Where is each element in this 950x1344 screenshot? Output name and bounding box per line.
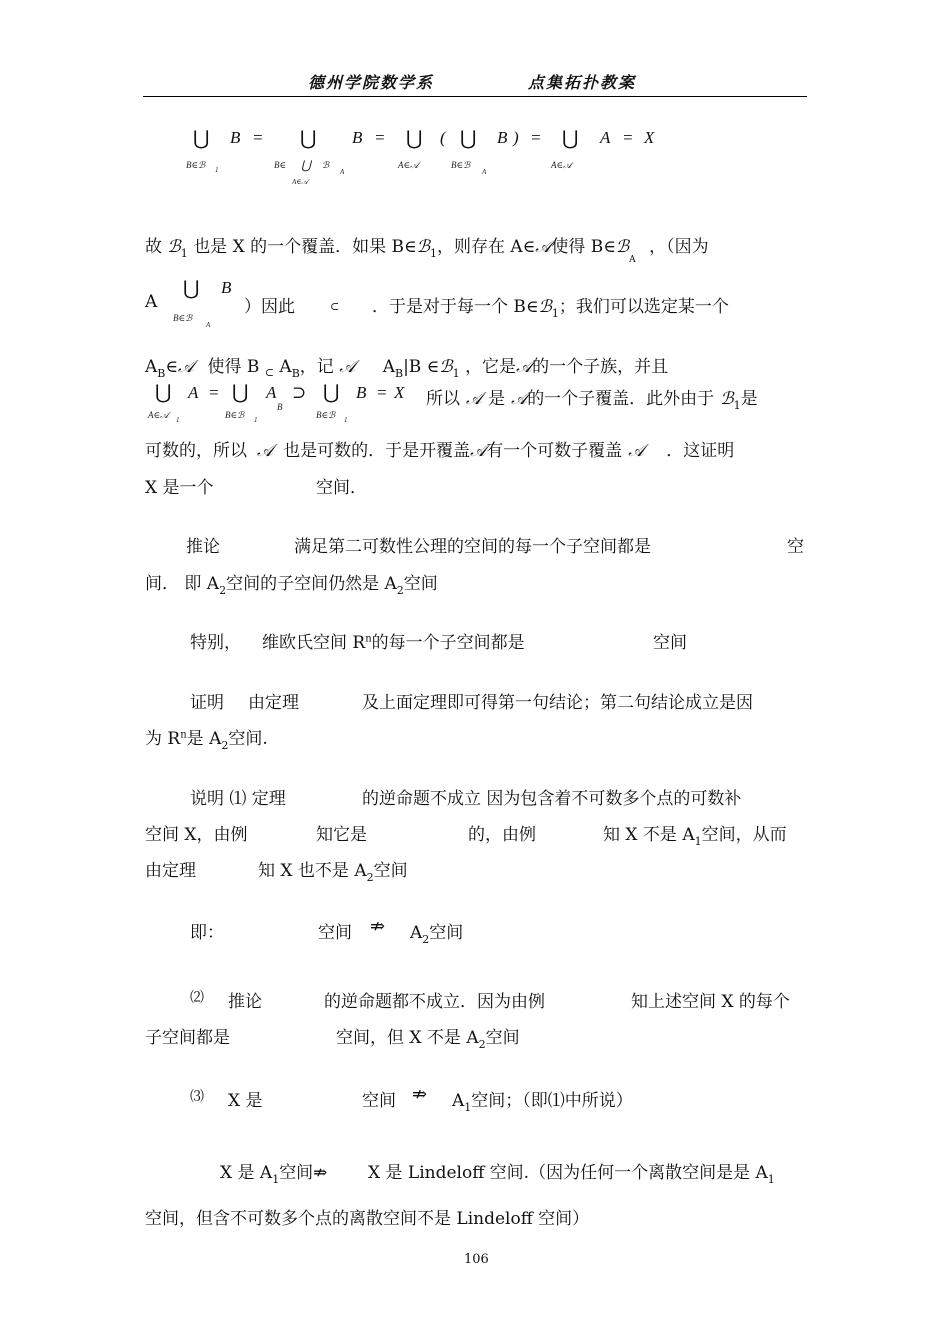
- text: 的一个子覆盖．此外由于: [527, 389, 715, 409]
- text: 的每一个子空间都是: [371, 633, 525, 653]
- formula-token: ⋃: [460, 128, 477, 150]
- subscript: 1: [767, 1173, 775, 1186]
- text: 空间 X，由例: [145, 825, 248, 845]
- formula-subscript: 1: [254, 416, 258, 424]
- text: 所以: [426, 389, 460, 409]
- text: 空间.: [228, 729, 268, 749]
- script-symbol: 𝒜: [257, 441, 274, 460]
- formula-token: =: [622, 128, 634, 147]
- script-symbol: ℬ: [439, 357, 453, 376]
- text: 特别，: [190, 633, 241, 653]
- text: ，则存在 A∈: [436, 237, 536, 257]
- formula-subscript: B∈ℬ: [316, 410, 336, 420]
- formula-subscript: A: [482, 168, 487, 176]
- text: 空间；（即⑴中所说）: [471, 1091, 633, 1111]
- text: 有一个可数子覆盖: [486, 441, 623, 461]
- formula-token: ⋃: [406, 128, 423, 150]
- text: [220, 1158, 328, 1186]
- subscript: A: [629, 255, 636, 265]
- text: 空间，但 X 不是 A: [336, 1028, 479, 1048]
- text: [410, 918, 464, 946]
- text: ⑶: [190, 1089, 204, 1105]
- text: ．这证明: [666, 441, 735, 461]
- text: ，（因为: [649, 237, 709, 257]
- text: A: [279, 357, 292, 377]
- text: 推论: [186, 537, 220, 557]
- text: 满足第二可数性公理的空间的每一个子空间都是: [294, 537, 651, 557]
- subscript: 2: [396, 584, 404, 597]
- formula-token: B: [352, 128, 363, 147]
- text: [262, 628, 525, 653]
- text: 空间: [362, 1091, 396, 1111]
- subscript: 1: [429, 247, 437, 260]
- formula-subscript: ⋃: [301, 158, 311, 172]
- formula-subscript: B: [277, 402, 283, 412]
- script-symbol: 𝒜: [628, 441, 645, 460]
- text: 空间: [429, 923, 464, 943]
- subscript: B: [394, 367, 404, 380]
- text: [145, 569, 438, 597]
- formula-token: B: [497, 128, 508, 147]
- text: 是: [740, 389, 758, 409]
- text: [258, 856, 408, 884]
- formula-token: A: [600, 128, 611, 147]
- text: 推论: [228, 992, 262, 1012]
- text: ．于是对于每一个 B∈: [372, 297, 539, 317]
- text: 的，由例: [468, 825, 536, 845]
- text: X 是: [228, 1091, 263, 1111]
- text: 故: [145, 237, 162, 257]
- formula-token: (: [440, 128, 446, 147]
- script-symbol: ℬ: [167, 237, 181, 256]
- text: A: [382, 357, 395, 377]
- formula-token: ): [513, 128, 519, 147]
- formula-token: =: [374, 128, 386, 147]
- header-rule: [143, 96, 807, 97]
- formula-token: ⋃: [323, 382, 340, 404]
- text: |B ∈: [403, 357, 440, 377]
- formula-subscript: B∈ℬ: [451, 160, 471, 170]
- formula-token: X: [644, 128, 655, 147]
- text: [145, 724, 268, 752]
- text: ；我们可以选定某一个: [558, 297, 729, 317]
- subscript: 1: [694, 835, 702, 848]
- formula-subscript: B∈ℬ: [186, 160, 206, 170]
- formula-token: ⋃: [232, 382, 249, 404]
- formula-token: ⋃: [562, 128, 579, 150]
- text: 证明: [190, 693, 224, 713]
- header-left: 德州学院数学系: [308, 73, 435, 92]
- text: ，记: [299, 357, 334, 377]
- script-symbol: ℬ: [538, 297, 552, 316]
- formula-token: X: [394, 383, 405, 402]
- formula-subscript: B∈ℬ: [173, 313, 193, 323]
- subscript: 1: [180, 247, 188, 260]
- formula-token: ⋃: [155, 382, 172, 404]
- script-symbol: ℬ: [720, 389, 734, 408]
- text: [426, 384, 758, 412]
- formula-subscript: B∈ℬ: [225, 410, 245, 420]
- text: 空: [787, 537, 804, 557]
- text: 是 A: [186, 729, 222, 749]
- subscript: 2: [221, 739, 229, 752]
- subscript: 2: [478, 1038, 486, 1051]
- formula-token: =: [530, 128, 542, 147]
- subscript: B: [291, 367, 300, 380]
- text: 空间: [318, 923, 352, 943]
- subscript: B: [157, 367, 166, 380]
- paragraph-line: [145, 436, 734, 461]
- text: [452, 1086, 633, 1114]
- formula-token: =: [376, 383, 388, 402]
- text: A: [145, 292, 158, 312]
- text: 及上面定理即可得第一句结论；第二句结论成立是因: [362, 693, 753, 713]
- formula-subscript: 1: [176, 416, 180, 424]
- formula-subscript: ℬ: [322, 160, 330, 170]
- subset-symbol: ⊂: [330, 300, 340, 313]
- script-symbol: 𝒜: [339, 357, 356, 376]
- script-symbol: 𝒜: [470, 441, 487, 460]
- subscript: 1: [551, 307, 559, 320]
- formula-subscript: A∈𝒜: [551, 160, 572, 170]
- formula-token: ⋃: [193, 128, 210, 150]
- text: X 是一个: [145, 478, 214, 498]
- text: X 是 Lindeloff 空间.（因为任何一个离散空间是是 A: [368, 1163, 768, 1183]
- subscript: 1: [464, 1101, 472, 1114]
- subscript: 1: [452, 367, 460, 380]
- text: 知上述空间 X 的每个: [631, 992, 790, 1012]
- subscript: 1: [272, 1173, 280, 1186]
- text: 维欧氏空间 R: [262, 633, 366, 653]
- text: 的逆命题不成立 因为包含着不可数多个点的可数补: [362, 789, 742, 809]
- text: 的一个子族，并且: [532, 357, 669, 377]
- paragraph-line: [145, 232, 709, 265]
- not-implies-symbol: ⇏: [370, 916, 386, 937]
- text: 使得 B∈: [551, 237, 616, 257]
- header-right: 点集拓扑教案: [528, 73, 637, 92]
- formula-subscript: A∈𝒜: [292, 178, 309, 186]
- formula-token: ⋃: [300, 128, 317, 150]
- text: [372, 292, 729, 320]
- text: 空间的子空间仍然是 A: [226, 574, 397, 594]
- text: 空间⇏: [279, 1163, 328, 1183]
- formula-token: B: [230, 128, 241, 147]
- formula-subscript: A∈𝒜: [148, 410, 169, 420]
- text: X 是 A: [220, 1163, 273, 1183]
- formula-token: A: [188, 383, 199, 402]
- paragraph-line: [145, 352, 669, 380]
- text: 空间: [373, 861, 408, 881]
- subscript: 2: [422, 933, 430, 946]
- text: ∈: [165, 357, 178, 377]
- text: 说明 ⑴ 定理: [190, 789, 286, 809]
- subscript: 2: [366, 871, 374, 884]
- formula-token: B: [221, 278, 232, 297]
- text: 子空间都是: [145, 1028, 230, 1048]
- text: 空间，但含不可数多个点的离散空间不是 Lindeloff 空间）: [145, 1209, 590, 1229]
- script-symbol: ℬ: [416, 237, 430, 256]
- formula-token: B: [356, 383, 367, 402]
- formula-token: A: [266, 383, 277, 402]
- formula-token: =: [208, 383, 220, 402]
- text: [368, 1158, 775, 1186]
- text: 为 R: [145, 729, 181, 749]
- text: ⑵: [190, 990, 204, 1006]
- text: 知它是: [316, 825, 367, 845]
- text: 使得 B: [207, 357, 260, 377]
- text: 知 X 不是 A: [603, 825, 695, 845]
- text: [336, 1023, 520, 1051]
- text: [603, 820, 787, 848]
- superscript: n: [180, 729, 187, 741]
- superscript: n: [365, 633, 372, 645]
- text: 知 X 也不是 A: [258, 861, 367, 881]
- script-symbol: 𝒜: [535, 237, 552, 256]
- formula-subscript: 1: [344, 416, 348, 424]
- text: A: [145, 357, 158, 377]
- text: 空间．: [316, 478, 367, 498]
- text: A: [452, 1091, 465, 1111]
- text: 是: [488, 389, 506, 409]
- text: 由定理: [248, 693, 299, 713]
- script-symbol: 𝒜: [177, 357, 195, 376]
- formula-token: =: [252, 128, 264, 147]
- text: 也是可数的．于是开覆盖: [283, 441, 471, 461]
- formula-subscript: 1: [215, 166, 219, 174]
- formula-subscript: A: [340, 168, 345, 176]
- text: ，它是: [465, 357, 517, 377]
- text: 可数的，所以: [145, 441, 247, 461]
- text: 间． 即 A: [145, 574, 220, 594]
- formula-subscript: A∈𝒜: [398, 160, 419, 170]
- formula-subscript: A: [206, 321, 211, 329]
- subscript: 1: [733, 399, 741, 412]
- formula-subscript: B∈: [274, 160, 287, 170]
- text: 的逆命题都不成立．因为由例: [324, 992, 545, 1012]
- formula-token: ⊃: [292, 383, 307, 402]
- text: 空间，从而: [701, 825, 787, 845]
- text: 也是 X 的一个覆盖．如果 B∈: [193, 237, 417, 257]
- text: 空间: [485, 1028, 520, 1048]
- not-implies-symbol: ⇏: [412, 1084, 428, 1105]
- script-symbol: ℬ: [615, 237, 630, 256]
- text: ）因此: [244, 297, 295, 317]
- subscript: 2: [219, 584, 227, 597]
- text: 空间: [403, 574, 438, 594]
- script-symbol: 𝒜: [466, 389, 483, 408]
- text: 由定理: [145, 861, 196, 881]
- formula-token: ⋃: [183, 278, 200, 300]
- text: 空间: [653, 633, 687, 653]
- script-symbol: 𝒜: [516, 357, 533, 376]
- page-number: 106: [464, 1252, 489, 1267]
- text: 即：: [190, 923, 224, 943]
- text: A: [410, 923, 423, 943]
- subset-symbol: ⊂: [264, 366, 274, 379]
- script-symbol: 𝒜: [511, 389, 528, 408]
